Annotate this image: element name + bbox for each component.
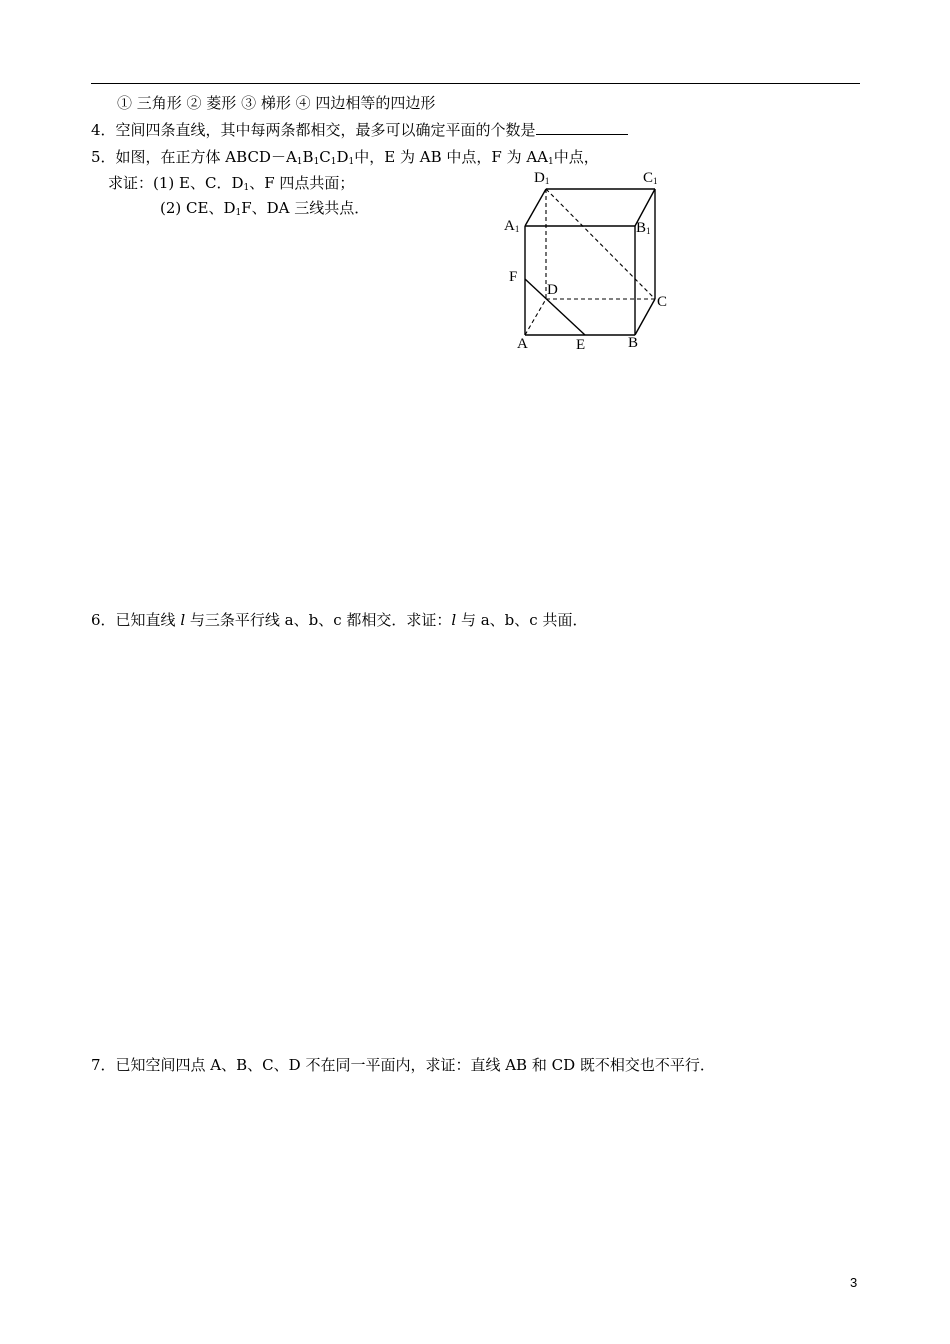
proof-1-text-a: 求证：(1) E、C．D [108,174,244,192]
question-5-text-a: 5．如图，在正方体 ABCD－A [91,148,297,166]
question-5-text-d: D [336,148,349,166]
question-6 [91,610,587,630]
label-A: A [517,336,528,352]
cube-solid-edges [525,189,655,335]
page-number: 3 [850,1275,858,1290]
label-B: B [628,335,639,351]
label-F: F [509,269,518,285]
label-C: C [657,294,668,310]
answer-blank[interactable] [536,120,628,135]
header-rule [91,83,860,84]
sub: 1 [313,157,320,167]
sub: 1 [243,183,250,193]
sub: 1 [330,157,337,167]
question-4 [91,120,628,140]
label-D1: D1 [534,170,550,186]
question-5-proof-1 [108,173,354,198]
line-l-symbol: l [180,611,186,629]
question-6-text-b: 与三条平行线 a、b、c 都相交．求证： [185,611,452,629]
question-7: 7．已知空间四点 A、B、C、D 不在同一平面内，求证：直线 AB 和 CD 既不相交也不平行． [91,1056,715,1074]
label-B1: B1 [636,220,651,236]
sub: 1 [348,157,355,167]
question-4-text: 4．空间四条直线，其中每两条都相交，最多可以确定平面的个数是 [91,121,536,139]
question-5-text-e: 中，E 为 AB 中点，F 为 AA [354,148,549,166]
sub: 1 [296,157,303,167]
question-5-text-f: 中点， [553,148,599,166]
label-A1: A1 [504,218,520,234]
question-6-text-a: 6．已知直线 [91,611,181,629]
options-line: ① 三角形 ② 菱形 ③ 梯形 ④ 四边相等的四边形 [117,94,436,112]
label-D: D [547,282,558,298]
proof-2-text-b: F、DA 三线共点． [241,199,370,217]
question-6-text-c: 与 a、b、c 共面． [456,611,588,629]
proof-2-text-a: (2) CE、D [160,199,236,217]
question-5-proof-2 [160,198,369,223]
label-E: E [576,337,586,353]
cube-figure [500,166,680,356]
question-5-text-c: C [319,148,331,166]
proof-1-text-b: 、F 四点共面； [249,174,355,192]
question-5-text-b: B [302,148,314,166]
line-l-symbol: l [451,611,457,629]
sub: 1 [548,157,554,167]
sub: 1 [235,208,242,218]
label-C1: C1 [643,170,658,186]
